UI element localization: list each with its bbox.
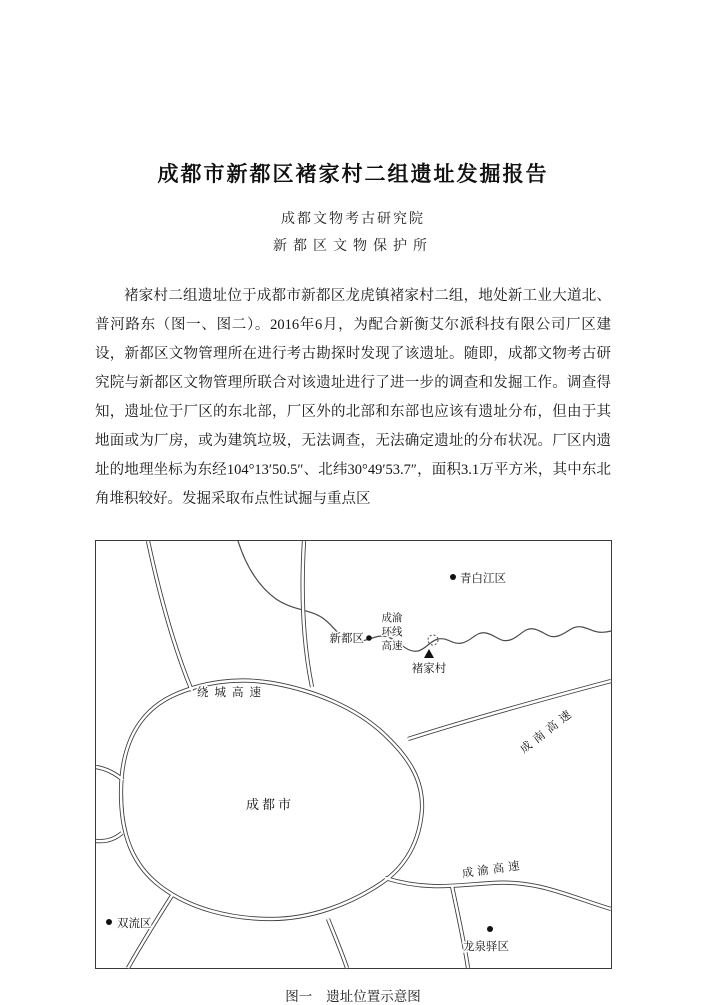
label-xindu: 新都区 [329,633,364,645]
label-chengnan-expressway: 成南高速 [517,705,578,757]
label-chengyu-ring-1: 成渝 [381,613,402,624]
figure-caption-text: 遗址位置示意图 [326,989,421,1004]
map-labels [117,571,578,953]
label-chengyu-ring-2: 环线 [381,627,402,638]
site-location-figure [95,540,612,1005]
label-shuangliu: 双流区 [116,918,151,930]
xindu-dot [366,635,372,641]
qingbaijiang-dot [450,574,456,580]
label-qingbaijiang: 青白江区 [459,573,506,585]
roads-casing [96,541,611,968]
river-line [238,541,611,651]
body-paragraph: 褚家村二组遗址位于成都市新都区龙虎镇褚家村二组，地处新工业大道北、普河路东（图一、图二）。2016年6月，为配合新衡艾尔派科技有限公司厂区建设，新都区文物管理所在进行考古勘探时发现了该遗址。随即，成都文物考古研究院与新都区文物管理所联合对该遗址进行了进一步的调查和发掘工作。调查得知，遗址位于厂区的东北部，厂区外的北部和东部也应该有遗址分布，但由于其地面或为厂房，或为建筑垃圾，无法调查，无法确定遗址的分布状况。厂区内遗址的地理坐标为东经104°13′50.5″、北纬30°49′53.7″，面积3.1万平方米，其中东北角堆积较好。发掘采取布点性试掘与重点区 [95,288,611,507]
authors-block [0,206,706,260]
figure-caption-number: 图一 [285,989,313,1004]
label-raocheng-expressway: 绕城高速 [196,687,267,699]
label-chengyu-expressway: 成渝高速 [460,859,524,881]
label-longquanyi: 龙泉驿区 [462,941,509,953]
label-chengdu-city: 成都市 [245,797,294,812]
chujiacun-triangle-marker [424,649,434,658]
longquanyi-dot [487,926,493,932]
river [238,541,611,651]
author-line-2: 新都区文物保护所 [273,239,433,254]
label-chengyu-ring-3: 高速 [381,641,402,652]
label-chujiacun: 褚家村 [411,663,446,675]
author-line-1: 成都文物考古研究院 [281,212,425,227]
shuangliu-dot [106,919,112,925]
site-location-map [96,541,611,968]
figure-caption [95,985,612,1005]
roads-centerline [96,541,611,968]
map-frame [95,540,612,969]
page-title: 成都市新都区褚家村二组遗址发掘报告 [157,162,549,186]
city-markers [106,574,493,932]
